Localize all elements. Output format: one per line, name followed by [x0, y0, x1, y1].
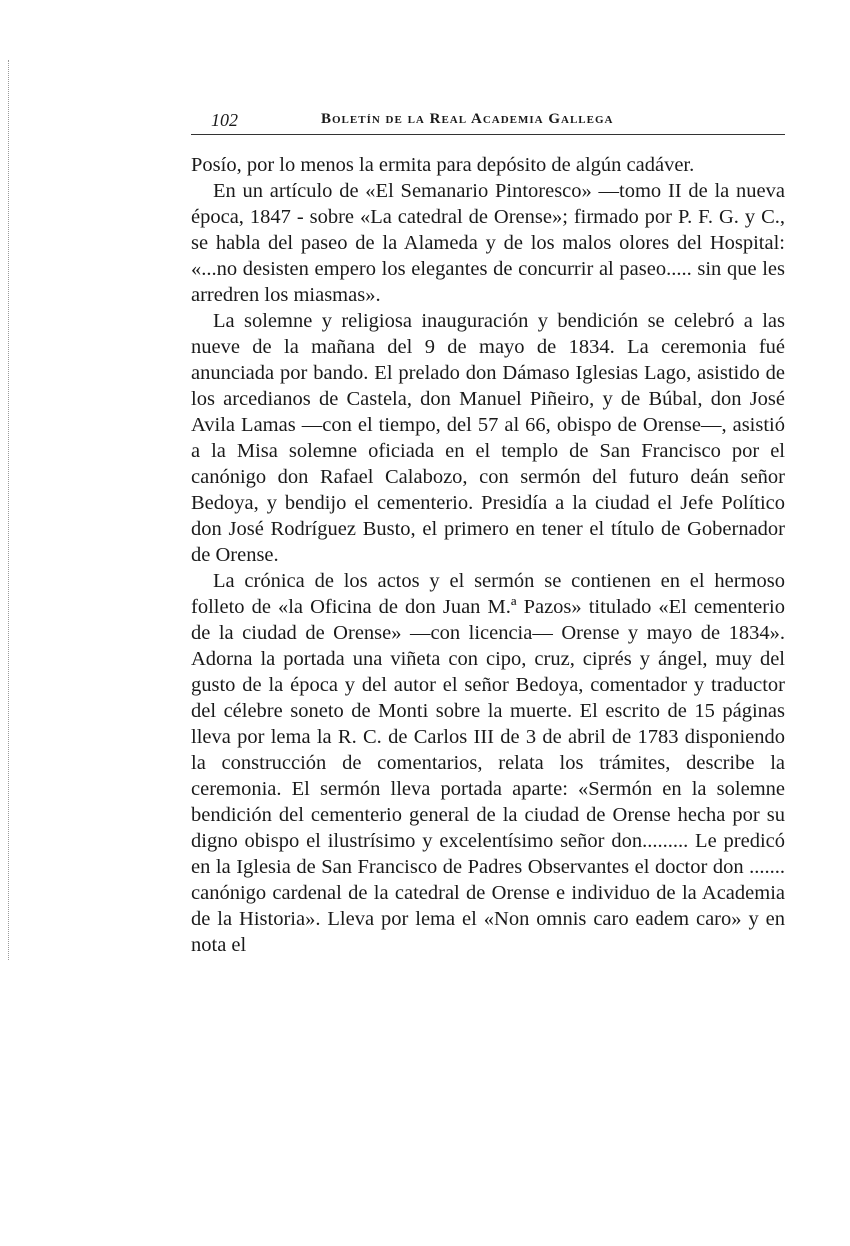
paragraph: En un artículo de «El Semanario Pintoresco» —tomo II de la nueva época, 1847 - sobre «La catedral de Orense»; firmado por P. F. G. y C., se habla del paseo de la Alameda y de los malos olores del Hospital: «...no desisten empero los elegantes de concurrir al paseo..... sin que les arredren los miasmas». — [191, 180, 785, 306]
paragraph: Posío, por lo menos la ermita para depósito de algún cadáver. — [191, 154, 695, 176]
page-header — [191, 108, 785, 134]
running-title: Boletín de la Real Academia Gallega — [321, 111, 614, 127]
header-rule — [191, 134, 785, 135]
page-number: 102 — [211, 110, 238, 130]
body-text — [191, 152, 785, 958]
paragraph: La solemne y religiosa inauguración y bendición se celebró a las nueve de la mañana del 9 de mayo de 1834. La ceremonia fué anunciada por bando. El prelado don Dámaso Iglesias Lago, asistido de los arcedianos de Castela, don Manuel Piñeiro, y de Búbal, don José Avila Lamas —con el tiempo, del 57 al 66, obispo de Orense—, asistió a la Misa solemne oficiada en el templo de San Francisco por el canónigo don Rafael Calabozo, con sermón del futuro deán señor Bedoya, y bendijo el cementerio. Presidía a la ciudad el Jefe Político don José Rodríguez Busto, el primero en tener el título de Gobernador de Orense. — [191, 310, 785, 566]
paragraph: La crónica de los actos y el sermón se contienen en el hermoso folleto de «la Oficina de don Juan M.ª Pazos» titulado «El cementerio de la ciudad de Orense» —con licencia— Orense y mayo de 1834». Adorna la portada una viñeta con cipo, cruz, ciprés y ángel, muy del gusto de la época y del autor el señor Bedoya, comentador y traductor del célebre soneto de Monti sobre la muerte. El escrito de 15 páginas lleva por lema la R. C. de Carlos III de 3 de abril de 1783 disponiendo la construcción de comentarios, relata los trámites, describe la ceremonia. El sermón lleva portada aparte: «Sermón en la solemne bendición del cementerio general de la ciudad de Orense hecha por su digno obispo el ilustrísimo y excelentísimo señor don......... Le predicó en la Iglesia de San Francisco de Padres Observantes el doctor don ....... canónigo cardenal de la catedral de Orense e individuo de la Academia de la Historia». Lleva por lema el «Non omnis caro eadem caro» y en nota el — [191, 570, 785, 956]
scan-margin-artifact — [8, 60, 15, 960]
